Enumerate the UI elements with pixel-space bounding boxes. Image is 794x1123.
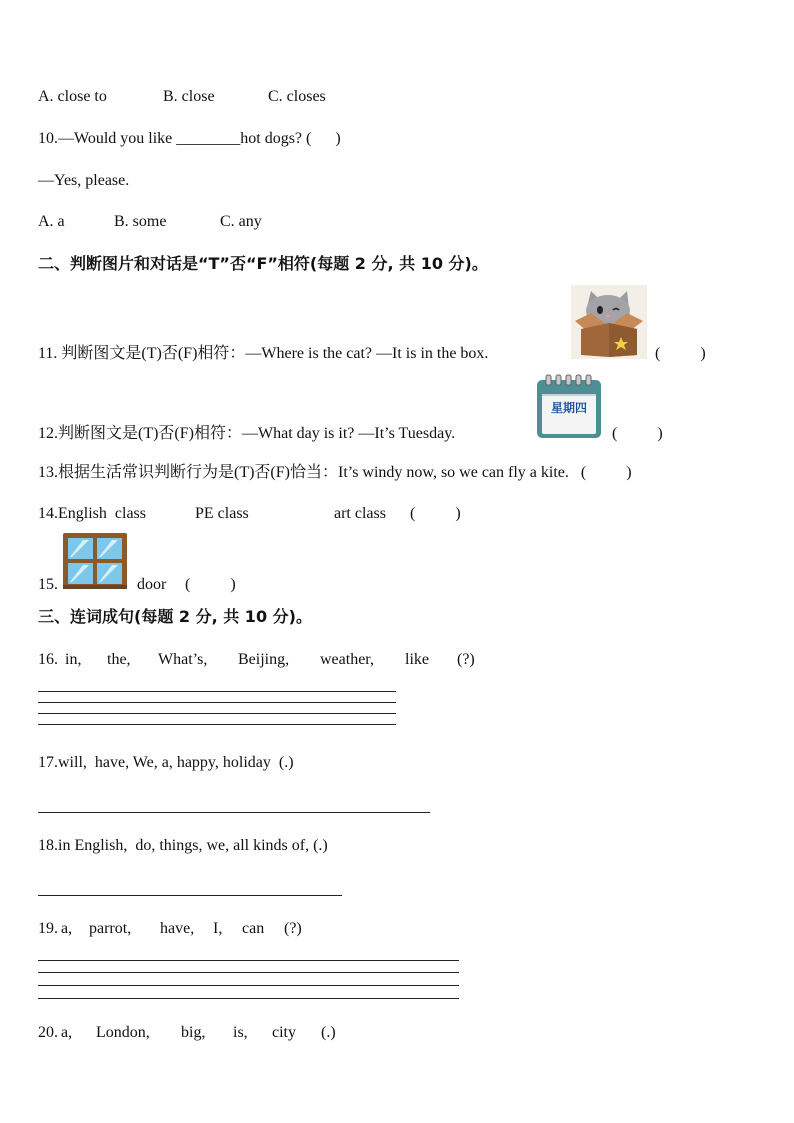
q9-option-b: B. close <box>163 88 215 105</box>
q19-word: have, <box>160 920 195 937</box>
window-icon <box>63 533 127 589</box>
answer-line[interactable] <box>38 724 396 725</box>
q15-number: 15. <box>38 576 58 593</box>
calendar-icon <box>535 372 603 440</box>
q19-word: I, <box>213 920 223 937</box>
q16-word: like <box>405 651 429 668</box>
q19-word: a, <box>61 920 73 937</box>
q19-number: 19. <box>38 920 58 937</box>
q19-word: (?) <box>284 920 302 937</box>
q15-word: door <box>137 576 167 593</box>
q20-number: 20. <box>38 1024 58 1041</box>
answer-line[interactable] <box>38 960 459 961</box>
q20-word: a, <box>61 1024 73 1041</box>
q12-text: 12.判断图文是(T)否(F)相符：—What day is it? —It’s Tuesday. <box>38 425 456 442</box>
q10-reply: —Yes, please. <box>38 172 130 189</box>
q10-option-c: C. any <box>220 213 262 230</box>
q11-text: 11. 判断图文是(T)否(F)相符：—Where is the cat? —It is in the box. <box>38 345 489 362</box>
answer-line[interactable] <box>38 895 342 896</box>
answer-line[interactable] <box>38 691 396 692</box>
answer-line[interactable] <box>38 812 430 813</box>
q18-text: 18.in English, do, things, we, all kinds of, (.) <box>38 837 328 854</box>
q17-text: 17.will, have, We, a, happy, holiday (.) <box>38 754 294 771</box>
q16-word: weather, <box>320 651 374 668</box>
q15-answer-paren[interactable]: ( ) <box>185 576 236 593</box>
q9-option-a: A. close to <box>38 88 107 105</box>
q20-word: city <box>272 1024 296 1041</box>
q14-answer-paren[interactable]: ( ) <box>410 505 461 522</box>
q14-word-3: art class <box>334 505 386 522</box>
answer-line[interactable] <box>38 972 459 973</box>
q19-word: parrot, <box>89 920 132 937</box>
q16-word: (?) <box>457 651 475 668</box>
q20-word: is, <box>233 1024 248 1041</box>
q14-word-2: PE class <box>195 505 249 522</box>
answer-line[interactable] <box>38 998 459 999</box>
q16-word: the, <box>107 651 131 668</box>
q20-word: big, <box>181 1024 206 1041</box>
q19-word: can <box>242 920 265 937</box>
q20-word: (.) <box>321 1024 336 1041</box>
calendar-label: 星期四 <box>550 401 588 415</box>
q10-option-b: B. some <box>114 213 167 230</box>
section3-heading: 三、连词成句(每题 2 分, 共 10 分)。 <box>38 607 312 626</box>
q14-word-1: 14.English class <box>38 505 146 522</box>
answer-line[interactable] <box>38 702 396 703</box>
q16-number: 16. <box>38 651 58 668</box>
section2-heading: 二、判断图片和对话是“T”否“F”相符(每题 2 分, 共 10 分)。 <box>38 254 488 273</box>
q10-option-a: A. a <box>38 213 65 230</box>
answer-line[interactable] <box>38 713 396 714</box>
q12-answer-paren[interactable]: ( ) <box>612 425 663 442</box>
q10-question: 10.—Would you like ________hot dogs? ( ) <box>38 130 341 147</box>
cat-in-box-icon <box>571 285 647 359</box>
q16-word: in, <box>65 651 82 668</box>
q20-word: London, <box>96 1024 150 1041</box>
q9-option-c: C. closes <box>268 88 326 105</box>
q16-word: Beijing, <box>238 651 290 668</box>
answer-line[interactable] <box>38 985 459 986</box>
q13-text: 13.根据生活常识判断行为是(T)否(F)恰当：It’s windy now, so we can fly a kite. ( ) <box>38 464 632 481</box>
q11-answer-paren[interactable]: ( ) <box>655 345 706 362</box>
q16-word: What’s, <box>158 651 208 668</box>
